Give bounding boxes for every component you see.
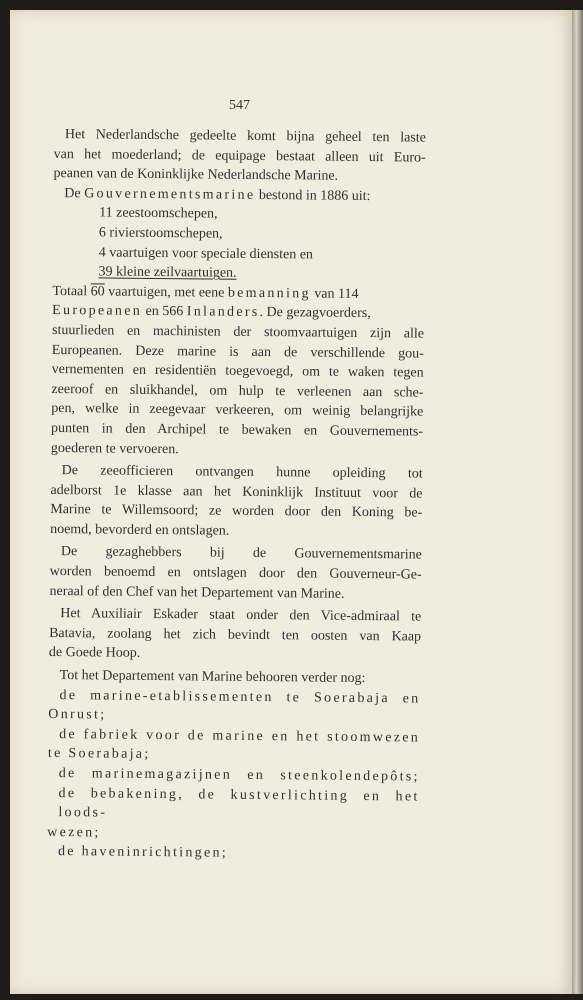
total-number: 60 xyxy=(90,284,105,300)
text-line: vernementen en residentiën toegevoegd, om te waken tegen xyxy=(51,362,424,381)
text-line: Batavia, zoolang het zich bevindt ten oosten van Kaap xyxy=(49,625,422,645)
text-line: Het Nederlandsche gedeelte komt bijna geheel ten laste xyxy=(64,127,426,146)
word: bestond in 1886 uit: xyxy=(258,187,371,204)
text-line: de fabriek voor de marine en het stoomwezen xyxy=(59,726,421,746)
text-line: noemd, bevorderd en ontslagen. xyxy=(50,521,230,539)
text-line: pen, welke in zeegevaar verkeeren, om weinig belangrijke xyxy=(51,401,424,420)
spaced-term: bemanning xyxy=(227,285,311,302)
spaced-term: Gouvernementsmarine xyxy=(84,186,256,203)
text-line: peanen van de Koninklijke Nederlandsche Marine. xyxy=(53,166,339,184)
number: 566 xyxy=(162,304,184,320)
text-line: De zeeofficieren ontvangen hunne opleiding tot xyxy=(61,463,423,482)
text-line: worden benoemd en ontslagen door den Gouverneur-Ge- xyxy=(49,564,422,583)
text-line: de bebakening, de kustverlichting en het loods- xyxy=(58,785,420,821)
number: 114 xyxy=(337,286,359,302)
text-line: De gezaghebbers bij de Gouvernementsmarine xyxy=(60,544,422,564)
text-line: wezen; xyxy=(47,824,101,841)
word: . De gezagvoerders, xyxy=(259,305,371,322)
text-line: van het moederland; de equipage bestaat alleen uit Euro- xyxy=(53,146,426,166)
list-line: 11 zeestoomschepen, xyxy=(99,205,218,222)
word: vaartuigen, met eene xyxy=(108,284,225,301)
text-line: de haveninrichtingen; xyxy=(57,844,229,862)
page-text xyxy=(47,125,426,866)
list-line: 4 vaartuigen voor speciale diensten en xyxy=(98,244,314,263)
spaced-term: Europeanen xyxy=(52,303,143,320)
text-line: de Goede Hoop. xyxy=(48,645,141,662)
word: Totaal xyxy=(52,283,88,300)
text-line: te Soerabaja; xyxy=(47,746,151,763)
page-number: 547 xyxy=(229,98,250,113)
text-line: punten in den Archipel te bewaken en Gouvernements- xyxy=(51,420,424,440)
text-line: adelborst 1e klasse aan het Koninklijk Instituut voor de xyxy=(50,482,423,502)
text-line: Marine te Willemsoord; ze worden door den Koning be- xyxy=(50,502,423,521)
text-line: Het Auxiliair Eskader staat onder den Vice-admiraal te xyxy=(60,606,422,625)
word: De xyxy=(64,185,81,202)
list-line: 6 rivierstoomschepen, xyxy=(98,225,223,242)
word: en xyxy=(145,304,159,320)
text-line: Europeanen. Deze marine is aan de verschillende gou- xyxy=(51,342,424,362)
page-edge xyxy=(572,10,583,994)
text-line: neraal of den Chef van het Departement van Marine. xyxy=(49,583,345,602)
spaced-term: Inlanders xyxy=(186,304,260,321)
list-line: 39 kleine zeilvaartuigen. xyxy=(98,264,237,281)
text-line: de marinemagazijnen en steenkolendepôts; xyxy=(58,766,420,785)
text-line: goederen te vervoeren. xyxy=(50,440,179,457)
text-line: Tot het Departement van Marine behooren verder nog: xyxy=(59,668,366,687)
text-line: Onrust; xyxy=(48,707,107,723)
word: van xyxy=(314,286,335,302)
text-line: zeeroof en sluikhandel, om hulp te verleenen aan sche- xyxy=(51,381,424,401)
text-line: de marine-etablissementen te Soerabaja en xyxy=(59,687,421,707)
text-line: stuurlieden en machinisten der stoomvaartuigen zijn alle xyxy=(51,322,425,342)
